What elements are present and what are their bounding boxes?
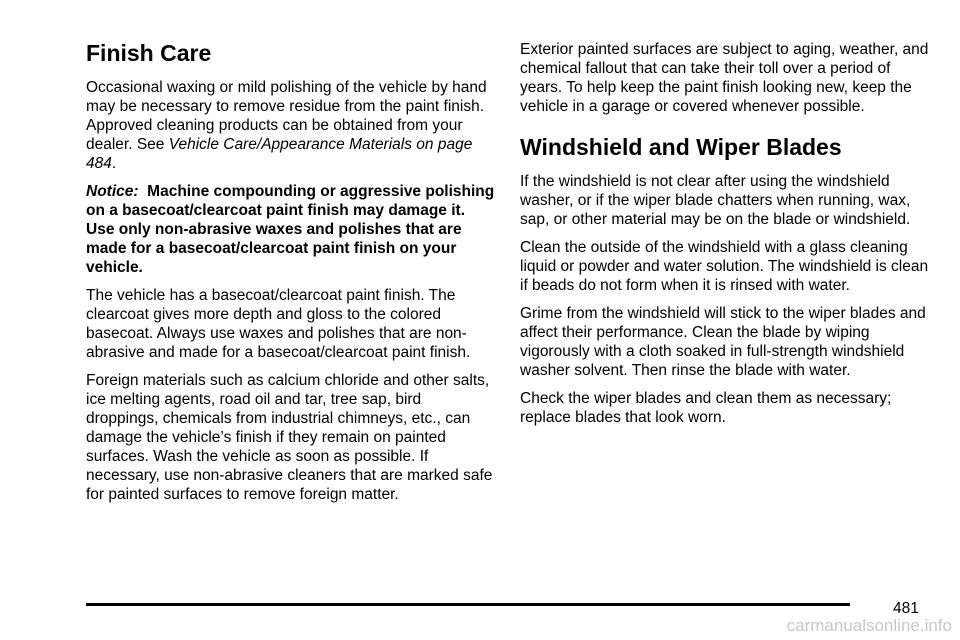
footer-rule <box>86 603 850 606</box>
notice-paragraph <box>86 182 496 277</box>
windshield-paragraph-2: Clean the outside of the windshield with a glass cleaning liquid or powder and water solution. The windshield is clean if beads do not form when it is rinsed with water. <box>520 239 929 295</box>
windshield-paragraph-3: Grime from the windshield will stick to the wiper blades and affect their performance. Clean the blade by wiping vigorously with a cloth soaked in full-strength windshield washer solvent. Then rinse the blade with water. <box>520 305 926 380</box>
right-column <box>520 40 930 436</box>
exterior-paint-paragraph: Exterior painted surfaces are subject to aging, weather, and chemical fallout that can take their toll over a period of years. To help keep the paint finish looking new, keep the vehicle in a garage or covered whenever possible. <box>520 41 929 115</box>
left-column <box>86 40 496 513</box>
windshield-paragraph-4: Check the wiper blades and clean them as necessary; replace blades that look worn. <box>520 390 892 427</box>
page-number: 481 <box>893 600 919 617</box>
finish-care-heading: Finish Care <box>86 40 212 66</box>
notice-label: Notice: <box>86 183 139 201</box>
cross-reference-link[interactable]: Vehicle Care/Appearance Materials on page 484 <box>86 136 473 173</box>
intro-end: . <box>111 155 117 173</box>
notice-text: Machine compounding or aggressive polishing on a basecoat/clearcoat paint finish may damage it. Use only non-abrasive waxes and polishes that are made for a basecoat/clearcoat paint finish on your vehicle. <box>86 183 495 277</box>
watermark: carmanualsonline.info <box>786 616 952 635</box>
intro-text: Occasional waxing or mild polishing of the vehicle by hand may be necessary to remove residue from the paint finish. Approved cleaning products can be obtained from your dealer. See <box>86 79 487 154</box>
finish-care-intro <box>86 78 496 173</box>
windshield-heading: Windshield and Wiper Blades <box>520 134 842 160</box>
windshield-paragraph-1: If the windshield is not clear after using the windshield washer, or if the wiper blade chatters when running, wax, sap, or other material may be on the blade or windshield. <box>520 173 911 229</box>
foreign-materials-paragraph: Foreign materials such as calcium chloride and other salts, ice melting agents, road oil and tar, tree sap, bird droppings, chemicals from industrial chimneys, etc., can damage the vehicle’s finish if they remain on painted surfaces. Wash the vehicle as soon as possible. If necessary, use non-abrasive cleaners that are marked safe for painted surfaces to remove foreign matter. <box>86 372 493 504</box>
basecoat-paragraph: The vehicle has a basecoat/clearcoat paint finish. The clearcoat gives more depth and gloss to the colored basecoat. Always use waxes and polishes that are non-abrasive and made for a basecoat/clearcoat paint finish. <box>86 287 471 362</box>
